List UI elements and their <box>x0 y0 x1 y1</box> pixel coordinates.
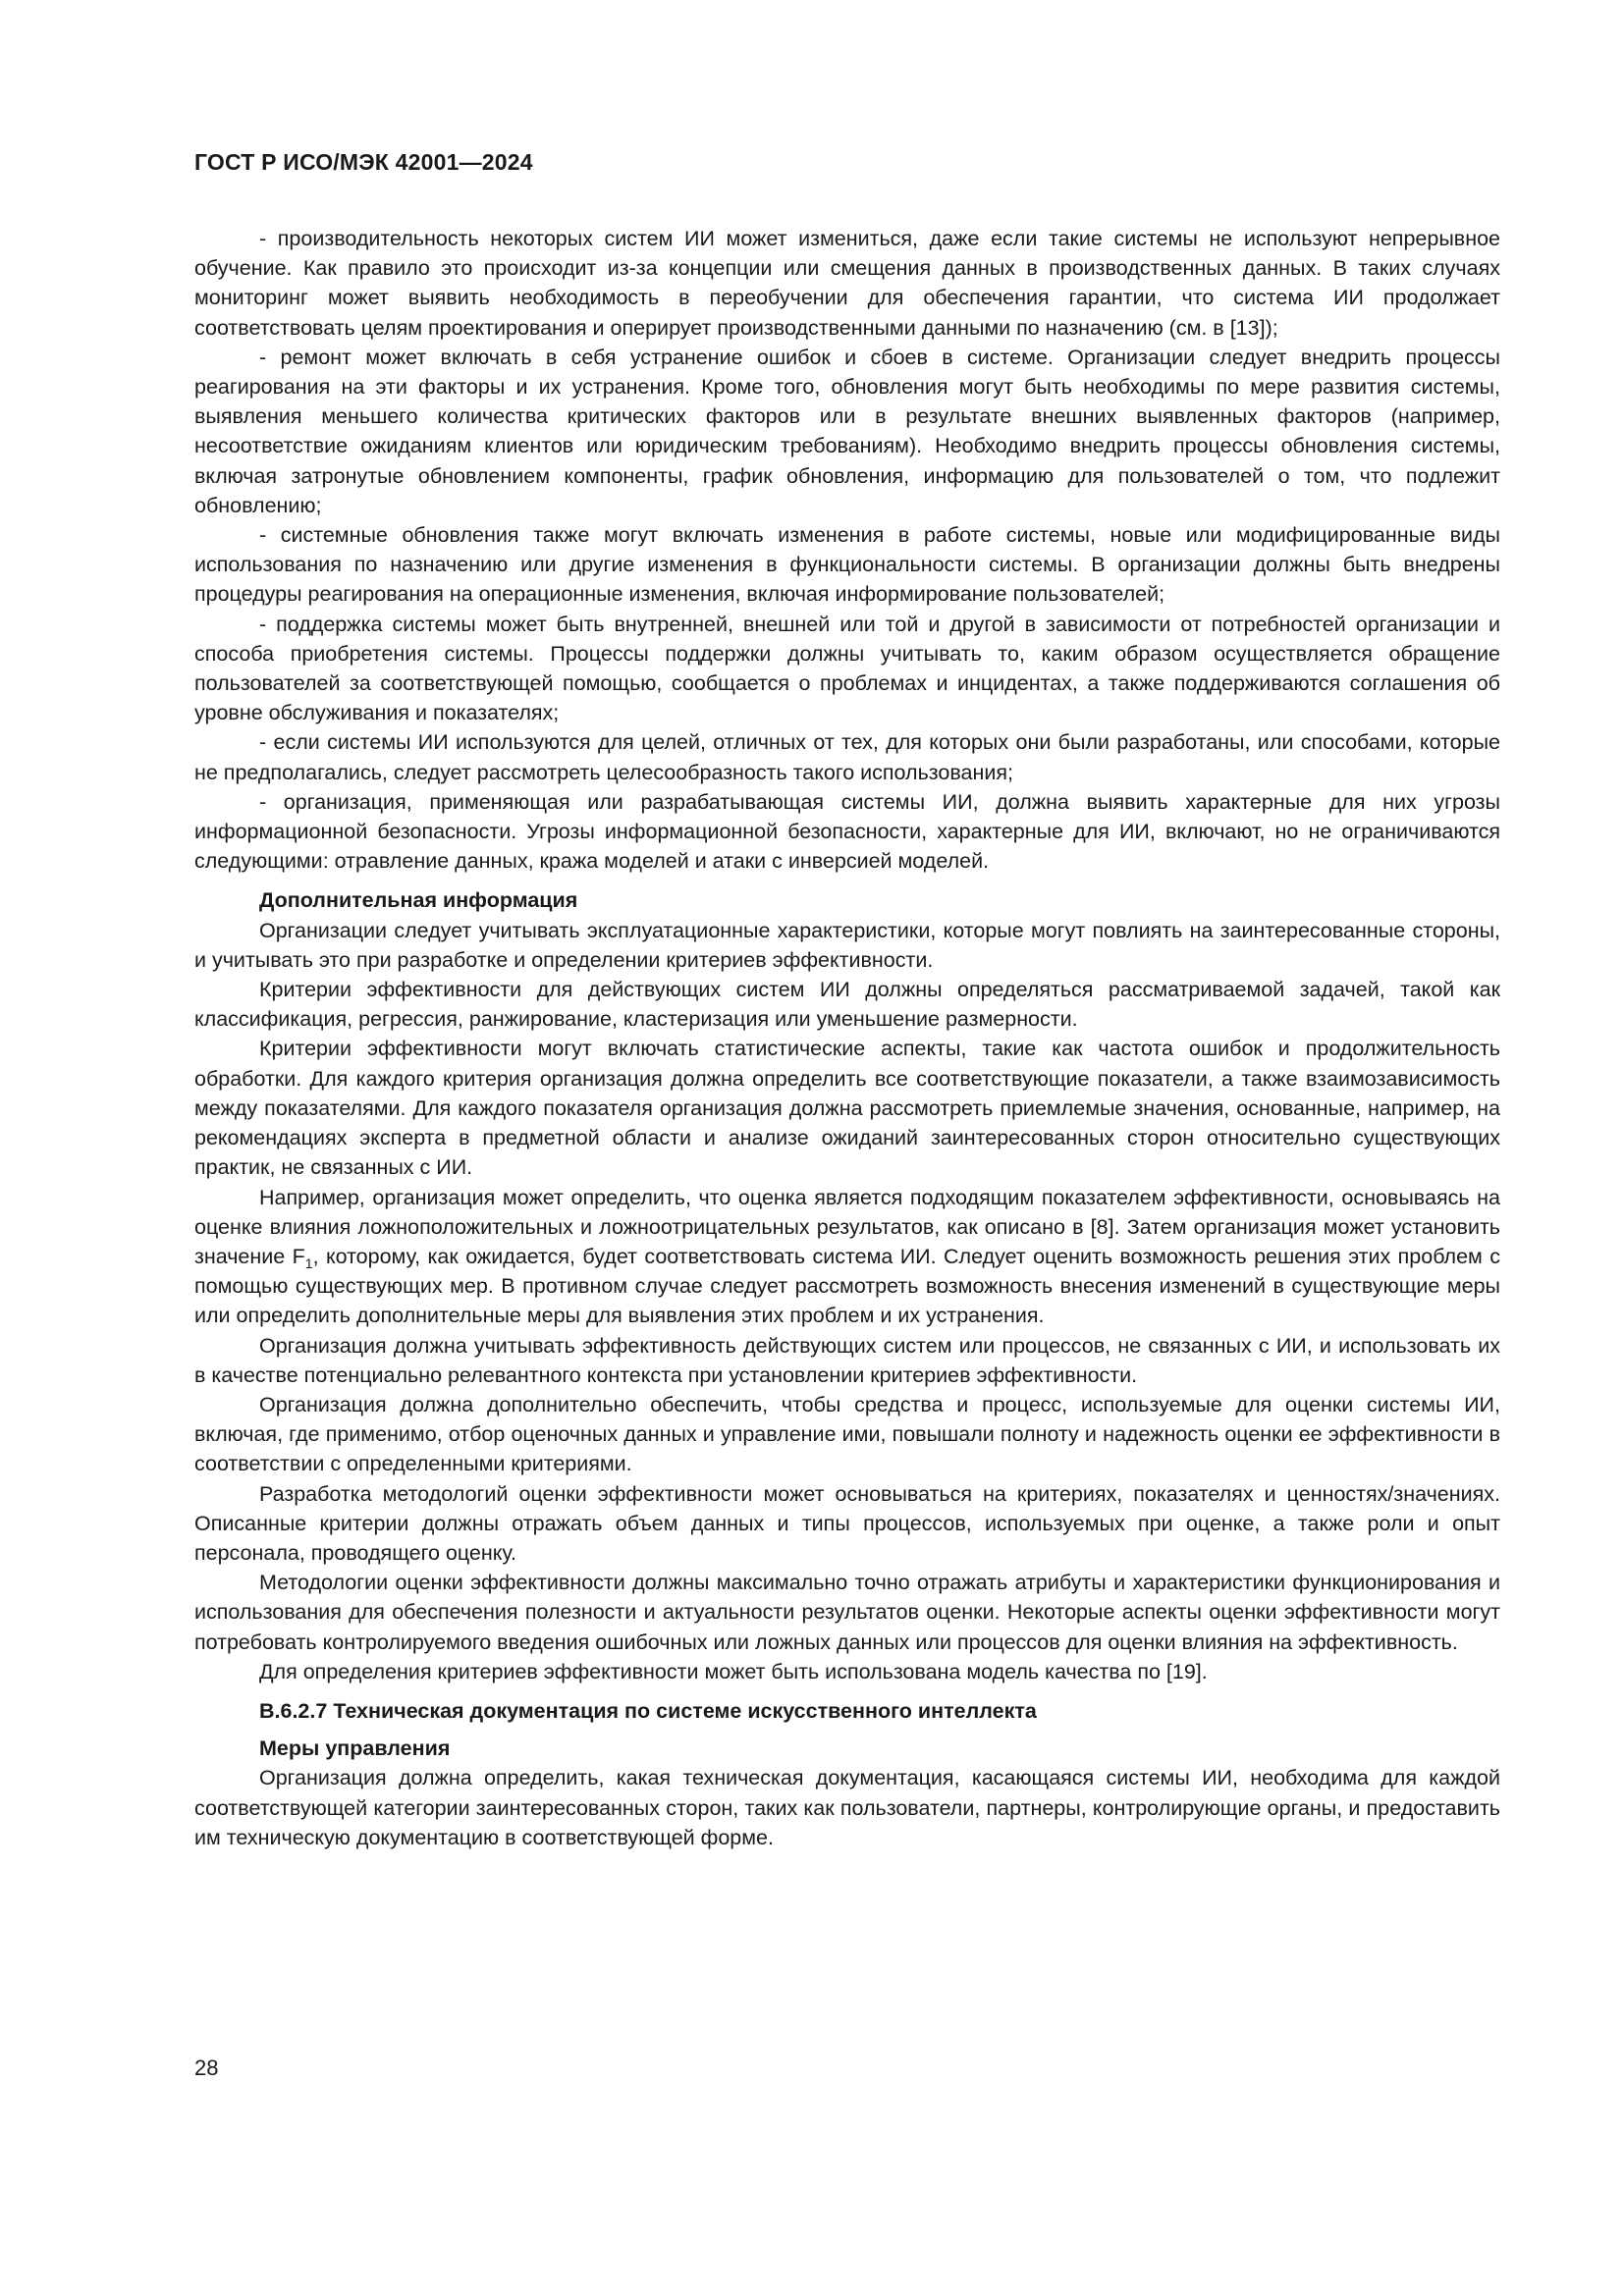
bullet-system-updates: - системные обновления также могут включать изменения в работе системы, новые или модифицированные виды использования по назначению или другие изменения в функциональности системы. В организации должны быть внедрены процедуры реагирования на операционные изменения, включая информирование пользователей; <box>194 523 1500 607</box>
additional-info-paragraph: Организации следует учитывать эксплуатационные характеристики, которые могут повлиять на заинтересованные стороны, и учитывать это при разработке и определении критериев эффективности. <box>194 918 1500 972</box>
additional-info-paragraph: Организация должна дополнительно обеспечить, чтобы средства и процесс, используемые для оценки системы ИИ, включая, где применимо, отбор оценочных данных и управление ими, повышали полноту и надежность оценки ее эффективности в соответствии с определенными критериями. <box>194 1392 1500 1476</box>
text-run: , которому, как ожидается, будет соответствовать система ИИ. Следует оценить возможность решения этих проблем с помощью существующих мер. В противном случае следует рассмотреть возможность внесения изменений в существующие меры или определить дополнительные меры для выявления этих проблем и их устранения. <box>194 1244 1500 1328</box>
controls-heading: Меры управления <box>259 1736 451 1761</box>
additional-info-heading: Дополнительная информация <box>259 888 578 913</box>
controls-paragraph: Организация должна определить, какая техническая документация, касающаяся системы ИИ, необходима для каждой соответствующей категории заинтересованных сторон, таких как пользователи, партнеры, контролирующие органы, и предоставить им техническую документацию в соответствующей форме. <box>194 1766 1500 1849</box>
additional-info-paragraph: Разработка методологий оценки эффективности может основываться на критериях, показателях и ценностях/значениях. Описанные критерии должны отражать объем данных и типы процессов, используемых при оценке, а также роли и опыт персонала, проводящего оценку. <box>194 1481 1500 1565</box>
bullet-other-use: - если системы ИИ используются для целей, отличных от тех, для которых они были разработаны, или способами, которые не предполагались, следует рассмотреть целесообразность такого использования; <box>194 730 1500 784</box>
page-body <box>194 224 1500 1852</box>
bullet-security-threats: - организация, применяющая или разрабатывающая системы ИИ, должна выявить характерные для них угрозы информационной безопасности. Угрозы информационной безопасности, характерные для ИИ, включают, но не ограничиваются следующими: отравление данных, кража моделей и атаки с инверсией моделей. <box>194 789 1500 874</box>
additional-info-paragraph-f1 <box>194 1183 1500 1331</box>
text-run: Например, организация может определить, что оценка является подходящим показателем эффективности, основываясь на оценке влияния ложноположительных и ложноотрицательных результатов, как описано в [8]. Затем организация может установить значение F <box>194 1185 1500 1268</box>
additional-info-paragraph: Критерии эффективности для действующих систем ИИ должны определяться рассматриваемой задачей, такой как классификация, регрессия, ранжирование, кластеризация или уменьшение размерности. <box>194 978 1500 1032</box>
bullet-support: - поддержка системы может быть внутренней, внешней или той и другой в зависимости от потребностей организации и способа приобретения системы. Процессы поддержки должны учитывать то, каким образом осуществляется обращение пользователей за соответствующей помощью, сообщается о проблемах и инцидентах, а также поддерживаются соглашения об уровне обслуживания и показателях; <box>194 612 1500 725</box>
additional-info-paragraph: Для определения критериев эффективности может быть использована модель качества по [19]. <box>259 1659 1208 1683</box>
additional-info-paragraph: Методологии оценки эффективности должны максимально точно отражать атрибуты и характеристики функционирования и использования для обеспечения полезности и актуальности результатов оценки. Некоторые аспекты оценки эффективности могут потребовать контролируемого введения ошибочных или ложных данных или процессов для оценки влияния на эффективность. <box>194 1571 1500 1654</box>
subscript: 1 <box>304 1255 313 1271</box>
document-header: ГОСТ Р ИСО/МЭК 42001—2024 <box>194 149 533 175</box>
section-title: Техническая документация по системе искусственного интеллекта <box>333 1698 1037 1723</box>
section-number: B.6.2.7 <box>259 1698 328 1723</box>
additional-info-paragraph: Критерии эффективности могут включать статистические аспекты, такие как частота ошибок и продолжительность обработки. Для каждого критерия организация должна определить все соответствующие показатели, а также взаимозависимость между показателями. Для каждого показателя организация должна рассмотреть приемлемые значения, основанные, например, на рекомендациях эксперта в предметной области и анализе ожиданий заинтересованных сторон относительно существующих практик, не связанных с ИИ. <box>194 1037 1500 1180</box>
bullet-repair: - ремонт может включать в себя устранение ошибок и сбоев в системе. Организации следует внедрить процессы реагирования на эти факторы и их устранения. Кроме того, обновления могут быть необходимы по мере развития системы, выявления меньшего количества критических факторов или в результате внешних выявленных факторов (например, несоответствие ожиданиям клиентов или юридическим требованиям). Необходимо внедрить процессы обновления системы, включая затронутые обновлением компоненты, график обновления, информацию для пользователей о том, что подлежит обновлению; <box>194 345 1500 517</box>
additional-info-paragraph: Организация должна учитывать эффективность действующих систем или процессов, не связанных с ИИ, и использовать их в качестве потенциально релевантного контекста при установлении критериев эффективности. <box>194 1333 1500 1387</box>
section-heading <box>194 1696 1500 1726</box>
page-number: 28 <box>194 2056 219 2080</box>
bullet-performance: - производительность некоторых систем ИИ может измениться, даже если такие системы не используют непрерывное обучение. Как правило это происходит из-за концепции или смещения данных в производственных данных. В таких случаях мониторинг может выявить необходимость в переобучении для обеспечения гарантии, что система ИИ продолжает соответствовать целям проектирования и оперирует производственными данными по назначению (см. в [13]); <box>194 227 1500 340</box>
